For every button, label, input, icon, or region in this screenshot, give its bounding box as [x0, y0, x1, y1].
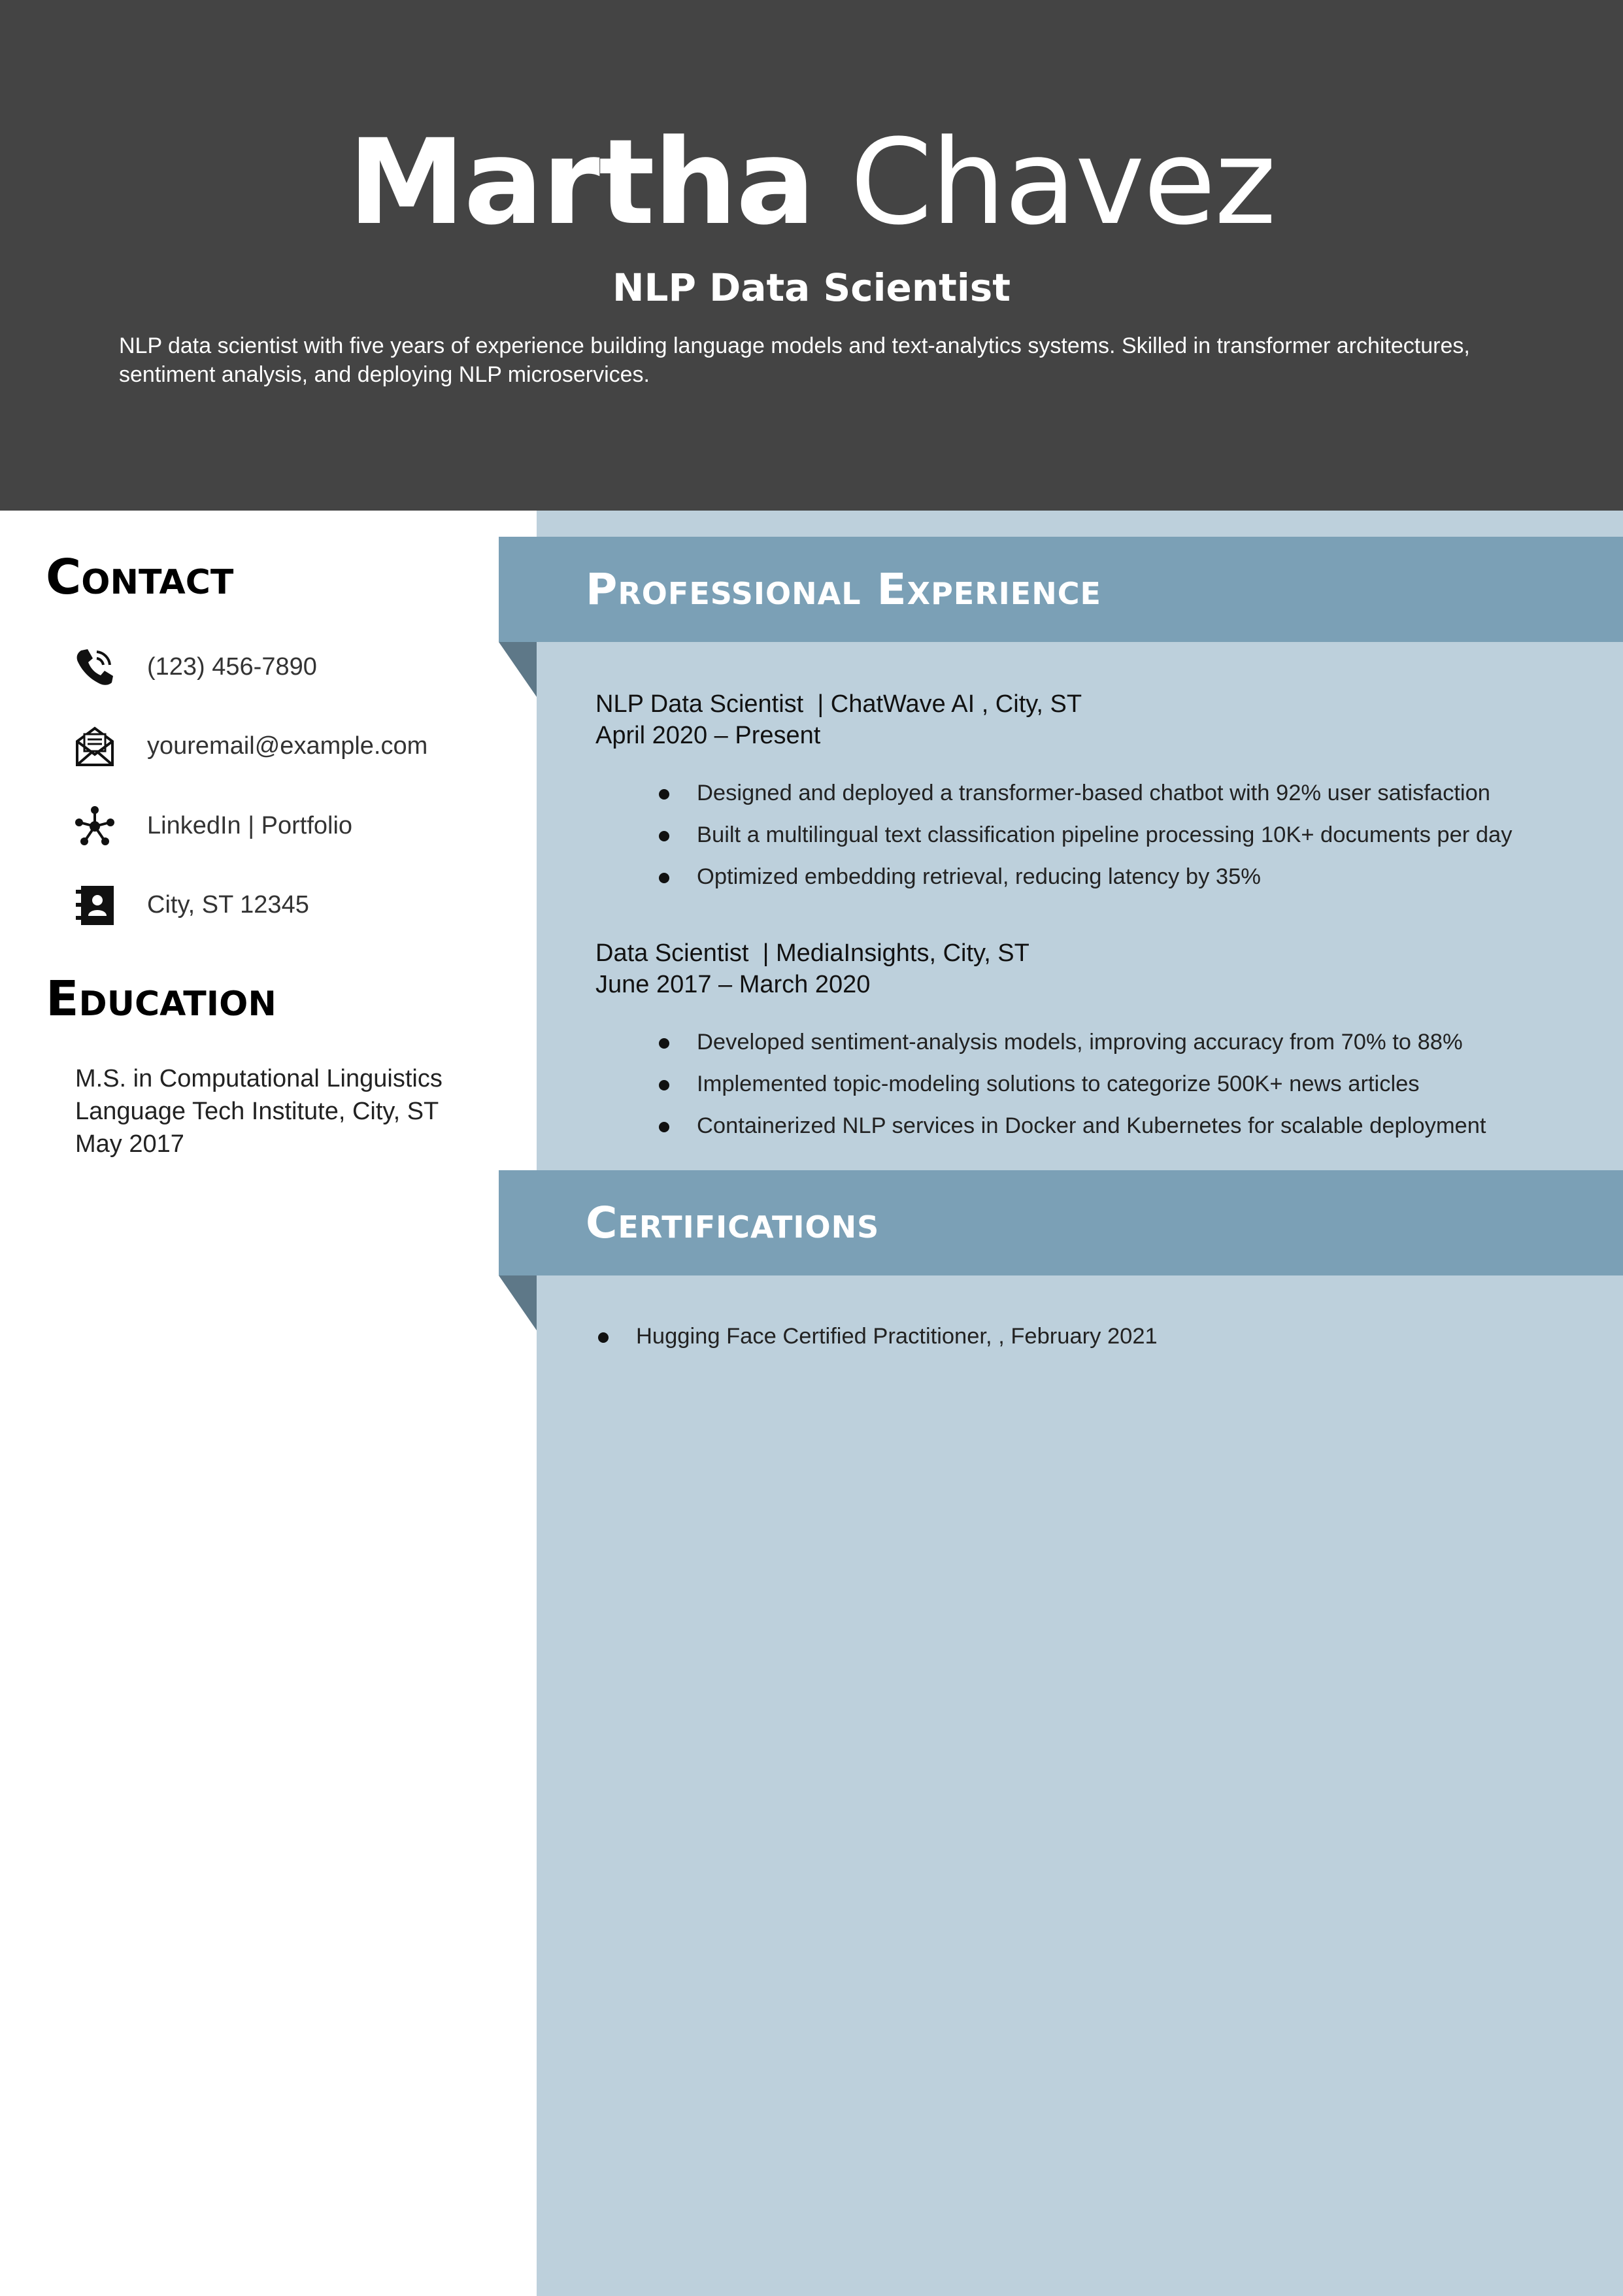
- bullet-dot: [659, 1080, 669, 1090]
- certification-item: [595, 1315, 1576, 1357]
- certifications-list: [595, 1315, 1576, 1357]
- bullet-dot: [598, 1332, 609, 1343]
- degree: M.S. in Computational Linguistics: [75, 1065, 443, 1092]
- email-icon: [72, 723, 118, 769]
- last-name: Chavez: [850, 114, 1275, 251]
- bullet-item: [595, 1105, 1602, 1147]
- bullet-dot: [659, 1122, 669, 1132]
- job-entry: [595, 688, 1602, 898]
- certification-text: Hugging Face Certified Practitioner, , February 2021: [636, 1324, 1158, 1349]
- bullet-text: Designed and deployed a transformer-based chatbot with 92% user satisfaction: [697, 781, 1490, 805]
- profile-summary: NLP data scientist with five years of experience building language models and text-analytics systems. Skilled in transformer architectures, sentiment analysis, and deploying NLP microservices.: [119, 333, 1470, 387]
- experience-heading: Professional Experience: [586, 564, 1101, 615]
- bullet-text: Built a multilingual text classification pipeline processing 10K+ documents per day: [697, 822, 1513, 847]
- header-banner: [0, 0, 1623, 511]
- bullet-text: Implemented topic-modeling solutions to categorize 500K+ news articles: [697, 1072, 1420, 1096]
- school: Language Tech Institute, City, ST: [75, 1098, 439, 1125]
- job-dates: June 2017 – March 2020: [595, 971, 871, 998]
- job-role: Data Scientist: [595, 939, 749, 967]
- bullet-item: [595, 1021, 1602, 1063]
- bullet-dot: [659, 789, 669, 800]
- candidate-name: [0, 111, 1623, 255]
- certifications-heading: Certifications: [586, 1198, 880, 1248]
- banner-fold: [499, 642, 537, 697]
- contact-heading: Contact: [46, 549, 234, 605]
- job-company: ChatWave AI , City, ST: [830, 690, 1082, 718]
- bullet-dot: [659, 1038, 669, 1049]
- phone-icon: [72, 644, 118, 690]
- job-heading: NLP Data Scientist | ChatWave AI , City, ST: [595, 690, 1082, 718]
- postal-address: City, ST 12345: [147, 891, 309, 919]
- bullet-dot: [659, 873, 669, 883]
- job-heading: Data Scientist | MediaInsights, City, ST: [595, 939, 1029, 967]
- bullet-item: [595, 814, 1602, 856]
- bullet-item: [595, 772, 1602, 814]
- job-company: MediaInsights, City, ST: [776, 939, 1029, 967]
- job-bullets: [595, 772, 1602, 898]
- contact-card-icon: [72, 882, 118, 928]
- email-address[interactable]: youremail@example.com: [147, 732, 428, 760]
- certifications-banner: [499, 1170, 1623, 1275]
- job-role: NLP Data Scientist: [595, 690, 804, 718]
- phone-number: (123) 456-7890: [147, 653, 317, 681]
- bullet-item: [595, 1063, 1602, 1105]
- job-title: NLP Data Scientist: [612, 265, 1011, 310]
- first-name: Martha: [348, 114, 814, 251]
- job-entry: [595, 937, 1602, 1147]
- banner-fold: [499, 1275, 537, 1330]
- graduation-date: May 2017: [75, 1130, 184, 1158]
- bullet-text: Developed sentiment-analysis models, improving accuracy from 70% to 88%: [697, 1030, 1463, 1055]
- experience-banner: [499, 537, 1623, 642]
- education-entry: [75, 1062, 443, 1160]
- bullet-text: Containerized NLP services in Docker and Kubernetes for scalable deployment: [697, 1113, 1486, 1138]
- bullet-text: Optimized embedding retrieval, reducing latency by 35%: [697, 864, 1261, 889]
- job-bullets: [595, 1021, 1602, 1147]
- bullet-item: [595, 856, 1602, 898]
- job-dates: April 2020 – Present: [595, 722, 821, 749]
- education-heading: Education: [46, 971, 276, 1027]
- profile-links[interactable]: LinkedIn | Portfolio: [147, 812, 353, 839]
- bullet-dot: [659, 831, 669, 841]
- network-icon: [72, 803, 118, 849]
